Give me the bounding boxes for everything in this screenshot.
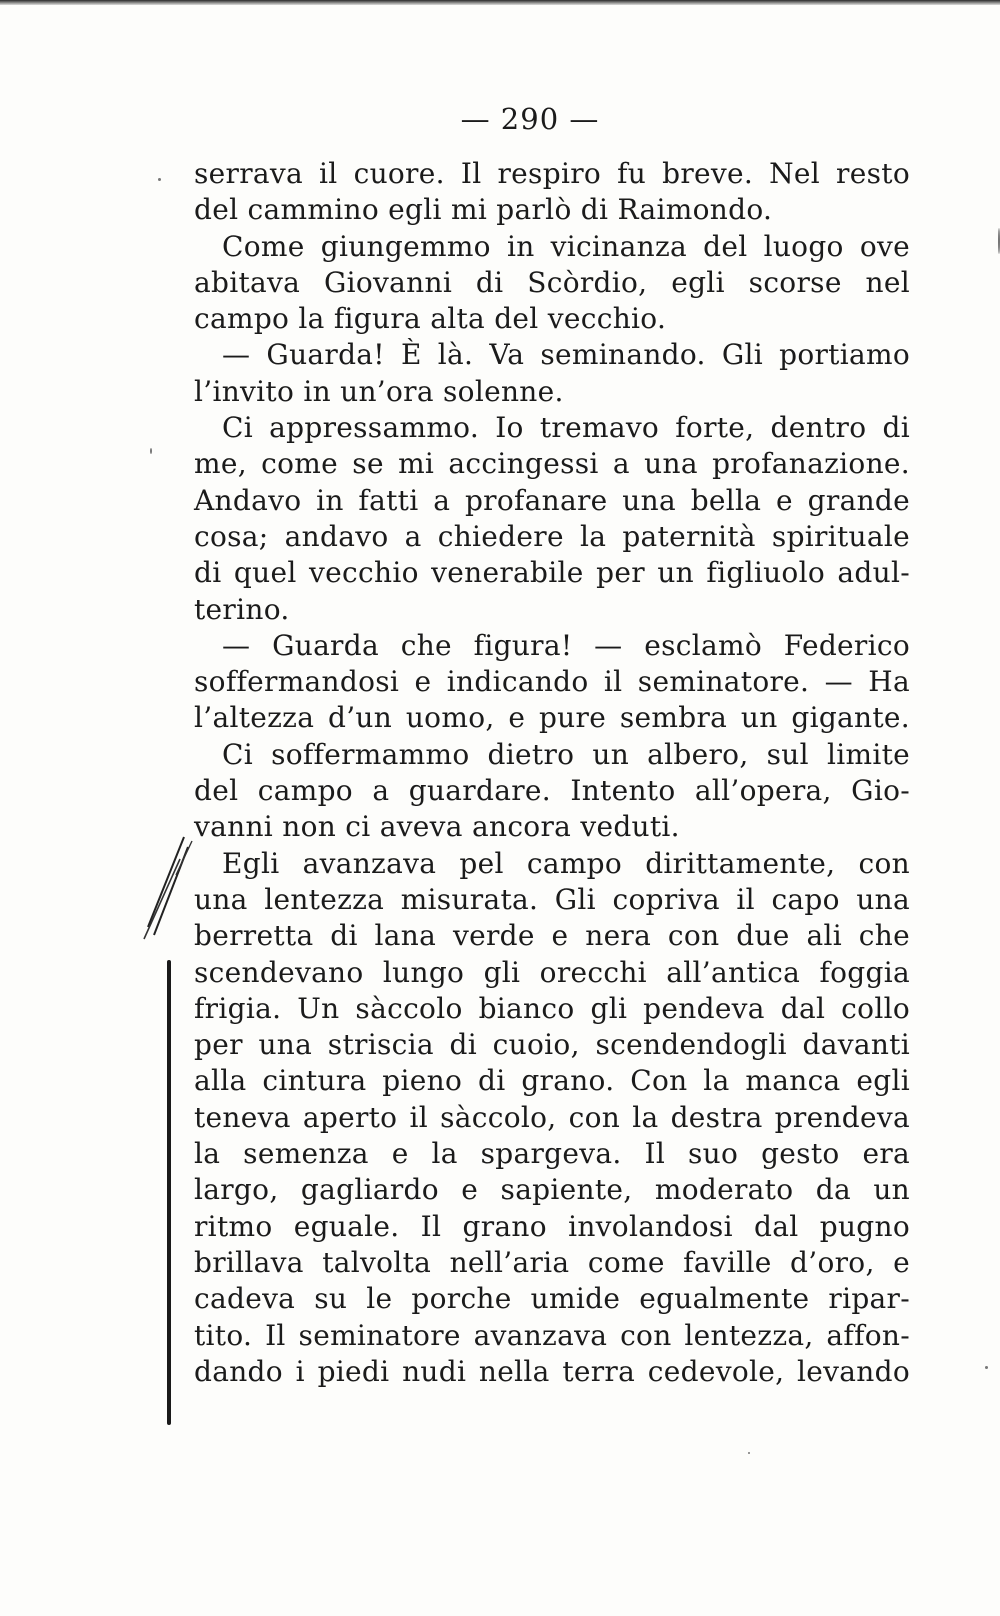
- text-line: abitava Giovanni di Scòrdio, egli scorse nel: [194, 265, 910, 299]
- text-line: Ci appressammo. Io tremavo forte, dentro di: [222, 411, 910, 445]
- text-line: Ci soffermammo dietro un albero, sul limite: [222, 737, 910, 771]
- text-line: del cammino egli mi parlò di Raimondo.: [194, 193, 773, 227]
- text-line: tito. Il seminatore avanzava con lentezza, affon-: [194, 1318, 910, 1352]
- text-line: per una striscia di cuoio, scendendogli davanti: [194, 1028, 910, 1062]
- text-line: campo la figura alta del vecchio.: [194, 302, 667, 336]
- scan-speck: [150, 448, 152, 454]
- text-line: teneva aperto il sàccolo, con la destra prendeva: [194, 1100, 910, 1134]
- page-number: — 290 —: [460, 102, 600, 136]
- text-line: la semenza e la spargeva. Il suo gesto era: [194, 1137, 910, 1171]
- text-line: dando i piedi nudi nella terra cedevole, levando: [194, 1354, 910, 1388]
- text-line: frigia. Un sàccolo bianco gli pendeva dal collo: [194, 991, 910, 1025]
- text-line: l’invito in un’ora solenne.: [194, 374, 564, 408]
- text-line: una lentezza misurata. Gli copriva il capo una: [194, 882, 910, 916]
- text-line: — Guarda che figura! — esclamò Federico: [222, 628, 910, 662]
- scan-speck: [985, 1366, 988, 1369]
- text-line: di quel vecchio venerabile per un figliuolo adul-: [194, 556, 910, 590]
- text-line: cadeva su le porche umide egualmente ripar-: [194, 1282, 910, 1316]
- text-line: soffermandosi e indicando il seminatore. — Ha: [194, 665, 910, 699]
- scan-speck: [748, 1452, 750, 1454]
- body-text: [194, 156, 910, 1390]
- text-line: Andavo in fatti a profanare una bella e grande: [194, 483, 910, 517]
- page-top-edge: [0, 0, 1000, 5]
- text-line: — Guarda! È là. Va seminando. Gli portiamo: [222, 338, 910, 372]
- text-line: Egli avanzava pel campo dirittamente, con: [222, 846, 910, 880]
- scan-speck: [158, 178, 161, 181]
- text-line: cosa; andavo a chiedere la paternità spirituale: [194, 519, 910, 553]
- text-line: largo, gagliardo e sapiente, moderato da un: [194, 1173, 910, 1207]
- text-line: scendevano lungo gli orecchi all’antica foggia: [194, 955, 910, 989]
- text-line: berretta di lana verde e nera con due ali che: [194, 919, 910, 953]
- text-line: serrava il cuore. Il respiro fu breve. Nel resto: [194, 157, 910, 190]
- text-line: Come giungemmo in vicinanza del luogo ove: [222, 229, 910, 263]
- text-line: brillava talvolta nell’aria come faville d’oro, e: [194, 1245, 910, 1279]
- text-line: terino.: [194, 592, 290, 626]
- text-line: del campo a guardare. Intento all’opera, Gio-: [194, 774, 910, 808]
- margin-vertical-line: [167, 960, 171, 1425]
- text-line: me, come se mi accingessi a una profanazione.: [194, 447, 910, 481]
- text-line: ritmo eguale. Il grano involandosi dal pugno: [194, 1209, 910, 1243]
- pencil-hatch-mark-icon: [140, 835, 200, 945]
- text-line: vanni non ci aveva ancora veduti.: [194, 810, 680, 844]
- text-line: l’altezza d’un uomo, e pure sembra un gigante.: [194, 701, 910, 735]
- text-line: alla cintura pieno di grano. Con la manca egli: [194, 1064, 910, 1098]
